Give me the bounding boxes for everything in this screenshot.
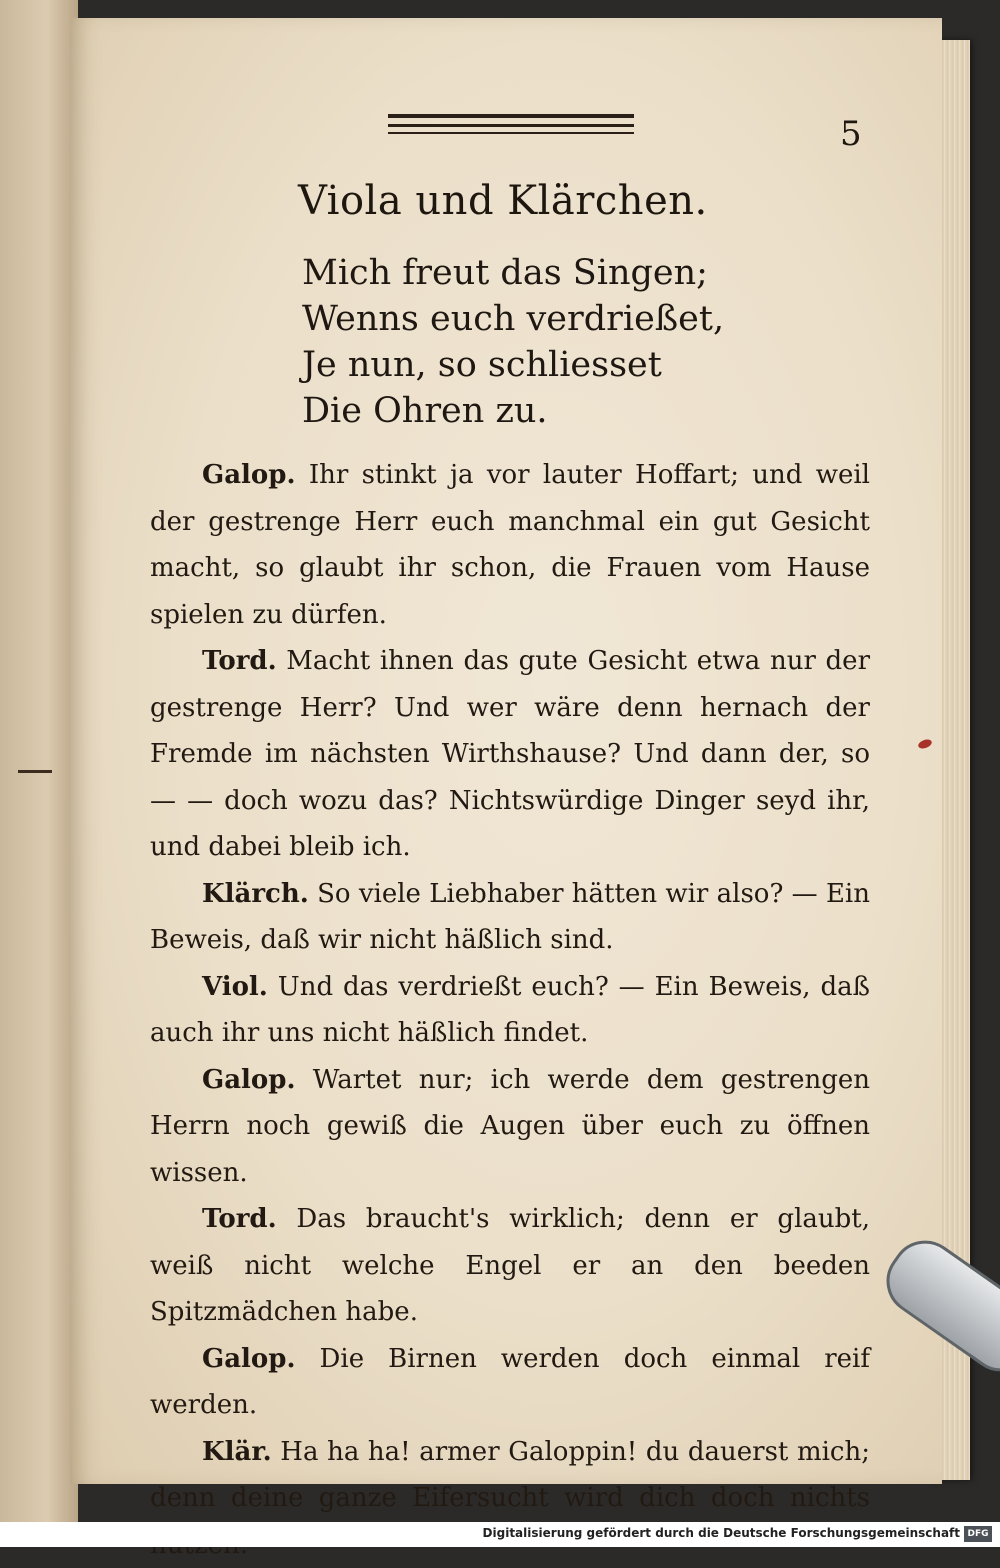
verse-line: Je nun, so schliesset <box>302 342 822 388</box>
dialogue-text: Ha ha ha! armer Galoppin! du dauerst mich; denn deine ganze Eifersucht wird dich doch nichts <box>150 1437 870 1560</box>
facing-page-dash <box>18 770 52 773</box>
speaker-name: Galop. <box>202 1344 296 1374</box>
speaker-name: Galop. <box>202 1065 296 1095</box>
dialogue-paragraph <box>150 871 870 964</box>
dialogue-paragraph <box>150 1429 870 1568</box>
speaker-name: Klär. <box>202 1437 272 1467</box>
dialogue-paragraph <box>150 1196 870 1336</box>
dialogue-body <box>150 452 870 1568</box>
speaker-name: Klärch. <box>202 879 309 909</box>
dialogue-paragraph <box>150 1336 870 1429</box>
dialogue-text: Das braucht's wirklich; denn er glaubt, weiß nicht welche Engel er an den beeden Spitzmädchen habe. <box>150 1204 870 1327</box>
dialogue-paragraph <box>150 964 870 1057</box>
speaker-name: Viol. <box>202 972 268 1002</box>
song-title: Viola und Klärchen. <box>298 178 708 224</box>
dialogue-text: Wartet nur; ich werde dem gestrengen Herrn noch gewiß die Augen über euch zu öffnen wissen. <box>150 1065 870 1188</box>
dfg-logo: DFG <box>964 1526 992 1542</box>
header-rule <box>388 132 634 134</box>
verse-line: Die Ohren zu. <box>302 388 822 434</box>
dialogue-paragraph <box>150 1057 870 1197</box>
book-page <box>70 18 942 1484</box>
dialogue-text: So viele Liebhaber hätten wir also? — Ein Beweis, daß wir nicht häßlich sind. <box>150 879 870 956</box>
dialogue-paragraph <box>150 452 870 638</box>
header-rule <box>388 124 634 127</box>
verse-block <box>302 250 822 434</box>
speaker-name: Tord. <box>202 646 277 676</box>
speaker-name: Galop. <box>202 460 296 490</box>
red-margin-mark <box>917 738 933 750</box>
dialogue-text: Die Birnen werden doch einmal reif werden. <box>150 1344 870 1421</box>
page-number: 5 <box>840 114 862 154</box>
digitization-footer <box>0 1522 1000 1547</box>
dialogue-text: Ihr stinkt ja vor lauter Hoffart; und weil der gestrenge Herr euch manchmal ein gut Gesicht macht, so glaubt ihr schon, die Frauen vom Hause spielen zu dürfen. <box>150 460 870 630</box>
dialogue-paragraph <box>150 638 870 871</box>
facing-page-edge <box>0 0 78 1547</box>
speaker-name: Tord. <box>202 1204 277 1234</box>
header-rule <box>388 114 634 118</box>
dialogue-text: Macht ihnen das gute Gesicht etwa nur der gestrenge Herr? Und wer wäre denn hernach der Fremde im nächsten Wirthshause? Und dann der, so — — doch wozu das? Nichtswürdige Dinger seyd ihr, und dabei bleib ich. <box>150 646 870 862</box>
verse-line: Wenns euch verdrießet, <box>302 296 822 342</box>
funding-notice: Digitalisierung gefördert durch die Deutsche Forschungsgemeinschaft <box>483 1526 960 1540</box>
verse-line: Mich freut das Singen; <box>302 250 822 296</box>
dialogue-text: Und das verdrießt euch? — Ein Beweis, daß auch ihr uns nicht häßlich findet. <box>150 972 870 1049</box>
